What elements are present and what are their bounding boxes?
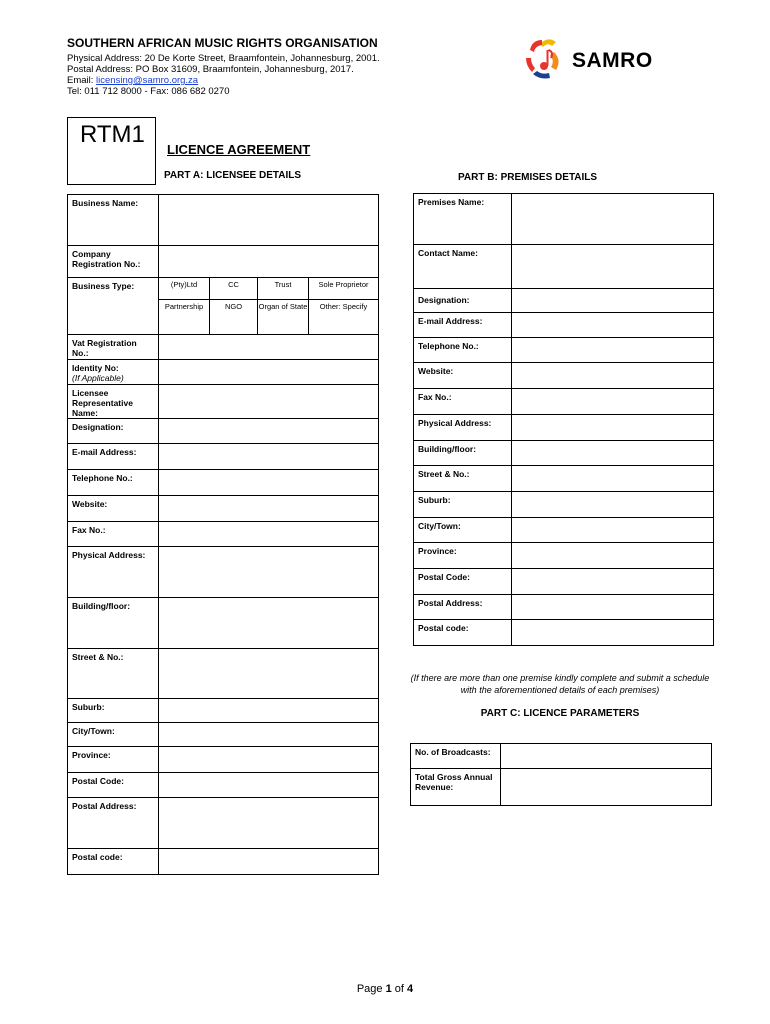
premises-name-label: Premises Name:: [414, 194, 512, 245]
b-building-field[interactable]: [512, 441, 714, 466]
type-cc[interactable]: CC: [210, 278, 258, 300]
form-code: RTM1: [80, 121, 145, 148]
identity-label: [68, 360, 159, 385]
row-b-postal-code: [414, 569, 714, 595]
type-partnership[interactable]: Partnership: [159, 300, 210, 335]
suburb-label: Suburb:: [68, 699, 159, 723]
b-fax-field[interactable]: [512, 389, 714, 415]
b-physical-field[interactable]: [512, 415, 714, 441]
b-postal-code-2-label: Postal code:: [414, 620, 512, 646]
type-trust[interactable]: Trust: [258, 278, 309, 300]
row-b-building: [414, 441, 714, 466]
row-rep-name: [68, 385, 379, 419]
b-physical-label: Physical Address:: [414, 415, 512, 441]
revenue-label: Total Gross Annual Revenue:: [411, 769, 501, 806]
designation-label: Designation:: [68, 419, 159, 444]
samro-logo: [518, 36, 678, 84]
building-field[interactable]: [159, 598, 379, 649]
row-postal-code: [68, 773, 379, 798]
postal-address-label: Postal Address:: [68, 798, 159, 849]
b-suburb-field[interactable]: [512, 492, 714, 518]
province-field[interactable]: [159, 747, 379, 773]
row-vat: [68, 335, 379, 360]
province-label: Province:: [68, 747, 159, 773]
row-revenue: [411, 769, 712, 806]
row-building: [68, 598, 379, 649]
physical-address: Physical Address: 20 De Korte Street, Braamfontein, Johannesburg, 2001.: [67, 53, 380, 64]
row-b-email: [414, 313, 714, 338]
row-b-physical: [414, 415, 714, 441]
b-city-field[interactable]: [512, 518, 714, 543]
b-email-label: E-mail Address:: [414, 313, 512, 338]
city-label: City/Town:: [68, 723, 159, 747]
suburb-field[interactable]: [159, 699, 379, 723]
b-city-label: City/Town:: [414, 518, 512, 543]
b-postal-code-field[interactable]: [512, 569, 714, 595]
part-c-table: [410, 743, 712, 806]
b-telephone-label: Telephone No.:: [414, 338, 512, 363]
b-website-field[interactable]: [512, 363, 714, 389]
vat-field[interactable]: [159, 335, 379, 360]
row-identity: [68, 360, 379, 385]
website-field[interactable]: [159, 496, 379, 522]
b-street-label: Street & No.:: [414, 466, 512, 492]
b-designation-field[interactable]: [512, 289, 714, 313]
b-fax-label: Fax No.:: [414, 389, 512, 415]
form-code-box: [67, 117, 156, 185]
rep-name-field[interactable]: [159, 385, 379, 419]
organisation-name: SOUTHERN AFRICAN MUSIC RIGHTS ORGANISATION: [67, 36, 378, 50]
row-company-reg: [68, 246, 379, 278]
part-a-heading: PART A: LICENSEE DETAILS: [164, 170, 302, 181]
row-b-city: [414, 518, 714, 543]
postal-code-label: Postal Code:: [68, 773, 159, 798]
designation-field[interactable]: [159, 419, 379, 444]
part-b-table: [413, 193, 714, 646]
row-b-telephone: [414, 338, 714, 363]
telephone-line: Tel: 011 712 8000 - Fax: 086 682 0270: [67, 86, 230, 97]
type-ngo[interactable]: NGO: [210, 300, 258, 335]
fax-field[interactable]: [159, 522, 379, 547]
b-telephone-field[interactable]: [512, 338, 714, 363]
fax-label: Fax No.:: [68, 522, 159, 547]
email-label: E-mail Address:: [68, 444, 159, 470]
row-b-postal-address: [414, 595, 714, 620]
physical-address-label: Physical Address:: [68, 547, 159, 598]
b-street-field[interactable]: [512, 466, 714, 492]
row-b-designation: [414, 289, 714, 313]
row-suburb: [68, 699, 379, 723]
row-website: [68, 496, 379, 522]
row-fax: [68, 522, 379, 547]
website-label: Website:: [68, 496, 159, 522]
row-b-postal-code-2: [414, 620, 714, 646]
street-field[interactable]: [159, 649, 379, 699]
row-province: [68, 747, 379, 773]
company-reg-label: Company Registration No.:: [68, 246, 159, 278]
b-suburb-label: Suburb:: [414, 492, 512, 518]
b-postal-code-label: Postal Code:: [414, 569, 512, 595]
type-other-specify[interactable]: Other: Specify: [309, 300, 379, 335]
type-organ-of-state[interactable]: Organ of State: [258, 300, 309, 335]
broadcasts-label: No. of Broadcasts:: [411, 744, 501, 769]
row-postal-code-2: [68, 849, 379, 875]
building-label: Building/floor:: [68, 598, 159, 649]
row-business-type-1: [68, 278, 379, 300]
document-title: LICENCE AGREEMENT: [167, 142, 311, 157]
telephone-field[interactable]: [159, 470, 379, 496]
row-business-name: [68, 195, 379, 246]
type-sole-proprietor[interactable]: Sole Proprietor: [309, 278, 379, 300]
broadcasts-field[interactable]: [501, 744, 712, 769]
street-label: Street & No.:: [68, 649, 159, 699]
row-postal-address: [68, 798, 379, 849]
row-email: [68, 444, 379, 470]
part-a-table: [67, 194, 379, 875]
email-line: [67, 75, 198, 86]
part-b-heading: PART B: PREMISES DETAILS: [458, 172, 598, 183]
identity-field[interactable]: [159, 360, 379, 385]
b-province-field[interactable]: [512, 543, 714, 569]
email-link[interactable]: licensing@samro.org.za: [96, 75, 199, 86]
premises-note: (If there are more than one premise kindly complete and submit a schedule with the aforementioned details of each premises): [410, 673, 710, 695]
row-b-province: [414, 543, 714, 569]
row-b-suburb: [414, 492, 714, 518]
part-c-heading: PART C: LICENCE PARAMETERS: [480, 708, 640, 719]
business-name-field[interactable]: [159, 195, 379, 246]
b-building-label: Building/floor:: [414, 441, 512, 466]
b-designation-label: Designation:: [414, 289, 512, 313]
b-postal-address-label: Postal Address:: [414, 595, 512, 620]
row-broadcasts: [411, 744, 712, 769]
premises-name-field[interactable]: [512, 194, 714, 245]
row-contact-name: [414, 245, 714, 289]
identity-label-text: Identity No:: [72, 363, 119, 373]
company-reg-field[interactable]: [159, 246, 379, 278]
identity-note: (If Applicable): [72, 373, 124, 383]
rep-name-label: Licensee Representative Name:: [68, 385, 159, 419]
page-prefix: Page: [356, 983, 386, 995]
email-label: Email:: [67, 75, 97, 86]
city-field[interactable]: [159, 723, 379, 747]
row-telephone: [68, 470, 379, 496]
business-name-label: Business Name:: [68, 195, 159, 246]
page-current: 1: [385, 983, 392, 995]
b-postal-address-field[interactable]: [512, 595, 714, 620]
contact-name-field[interactable]: [512, 245, 714, 289]
row-premises-name: [414, 194, 714, 245]
postal-code-field[interactable]: [159, 773, 379, 798]
type-pty-ltd[interactable]: (Pty)Ltd: [159, 278, 210, 300]
email-field[interactable]: [159, 444, 379, 470]
b-province-label: Province:: [414, 543, 512, 569]
row-city: [68, 723, 379, 747]
physical-address-field[interactable]: [159, 547, 379, 598]
postal-code-2-label: Postal code:: [68, 849, 159, 875]
b-postal-code-2-field[interactable]: [512, 620, 714, 646]
revenue-field[interactable]: [501, 769, 712, 806]
postal-code-2-field[interactable]: [159, 849, 379, 875]
row-b-fax: [414, 389, 714, 415]
b-email-field[interactable]: [512, 313, 714, 338]
page-number: [0, 983, 770, 995]
contact-name-label: Contact Name:: [414, 245, 512, 289]
row-street: [68, 649, 379, 699]
row-designation: [68, 419, 379, 444]
row-b-website: [414, 363, 714, 389]
page-total: 4: [407, 983, 414, 995]
logo-wordmark: SAMRO: [572, 49, 653, 72]
b-website-label: Website:: [414, 363, 512, 389]
telephone-label: Telephone No.:: [68, 470, 159, 496]
vat-label: Vat Registration No.:: [68, 335, 159, 360]
postal-address-field[interactable]: [159, 798, 379, 849]
row-b-street: [414, 466, 714, 492]
row-physical-address: [68, 547, 379, 598]
postal-address: Postal Address: PO Box 31609, Braamfontein, Johannesburg, 2017.: [67, 64, 354, 75]
page-of: of: [391, 983, 408, 995]
business-type-label: Business Type:: [68, 278, 159, 335]
